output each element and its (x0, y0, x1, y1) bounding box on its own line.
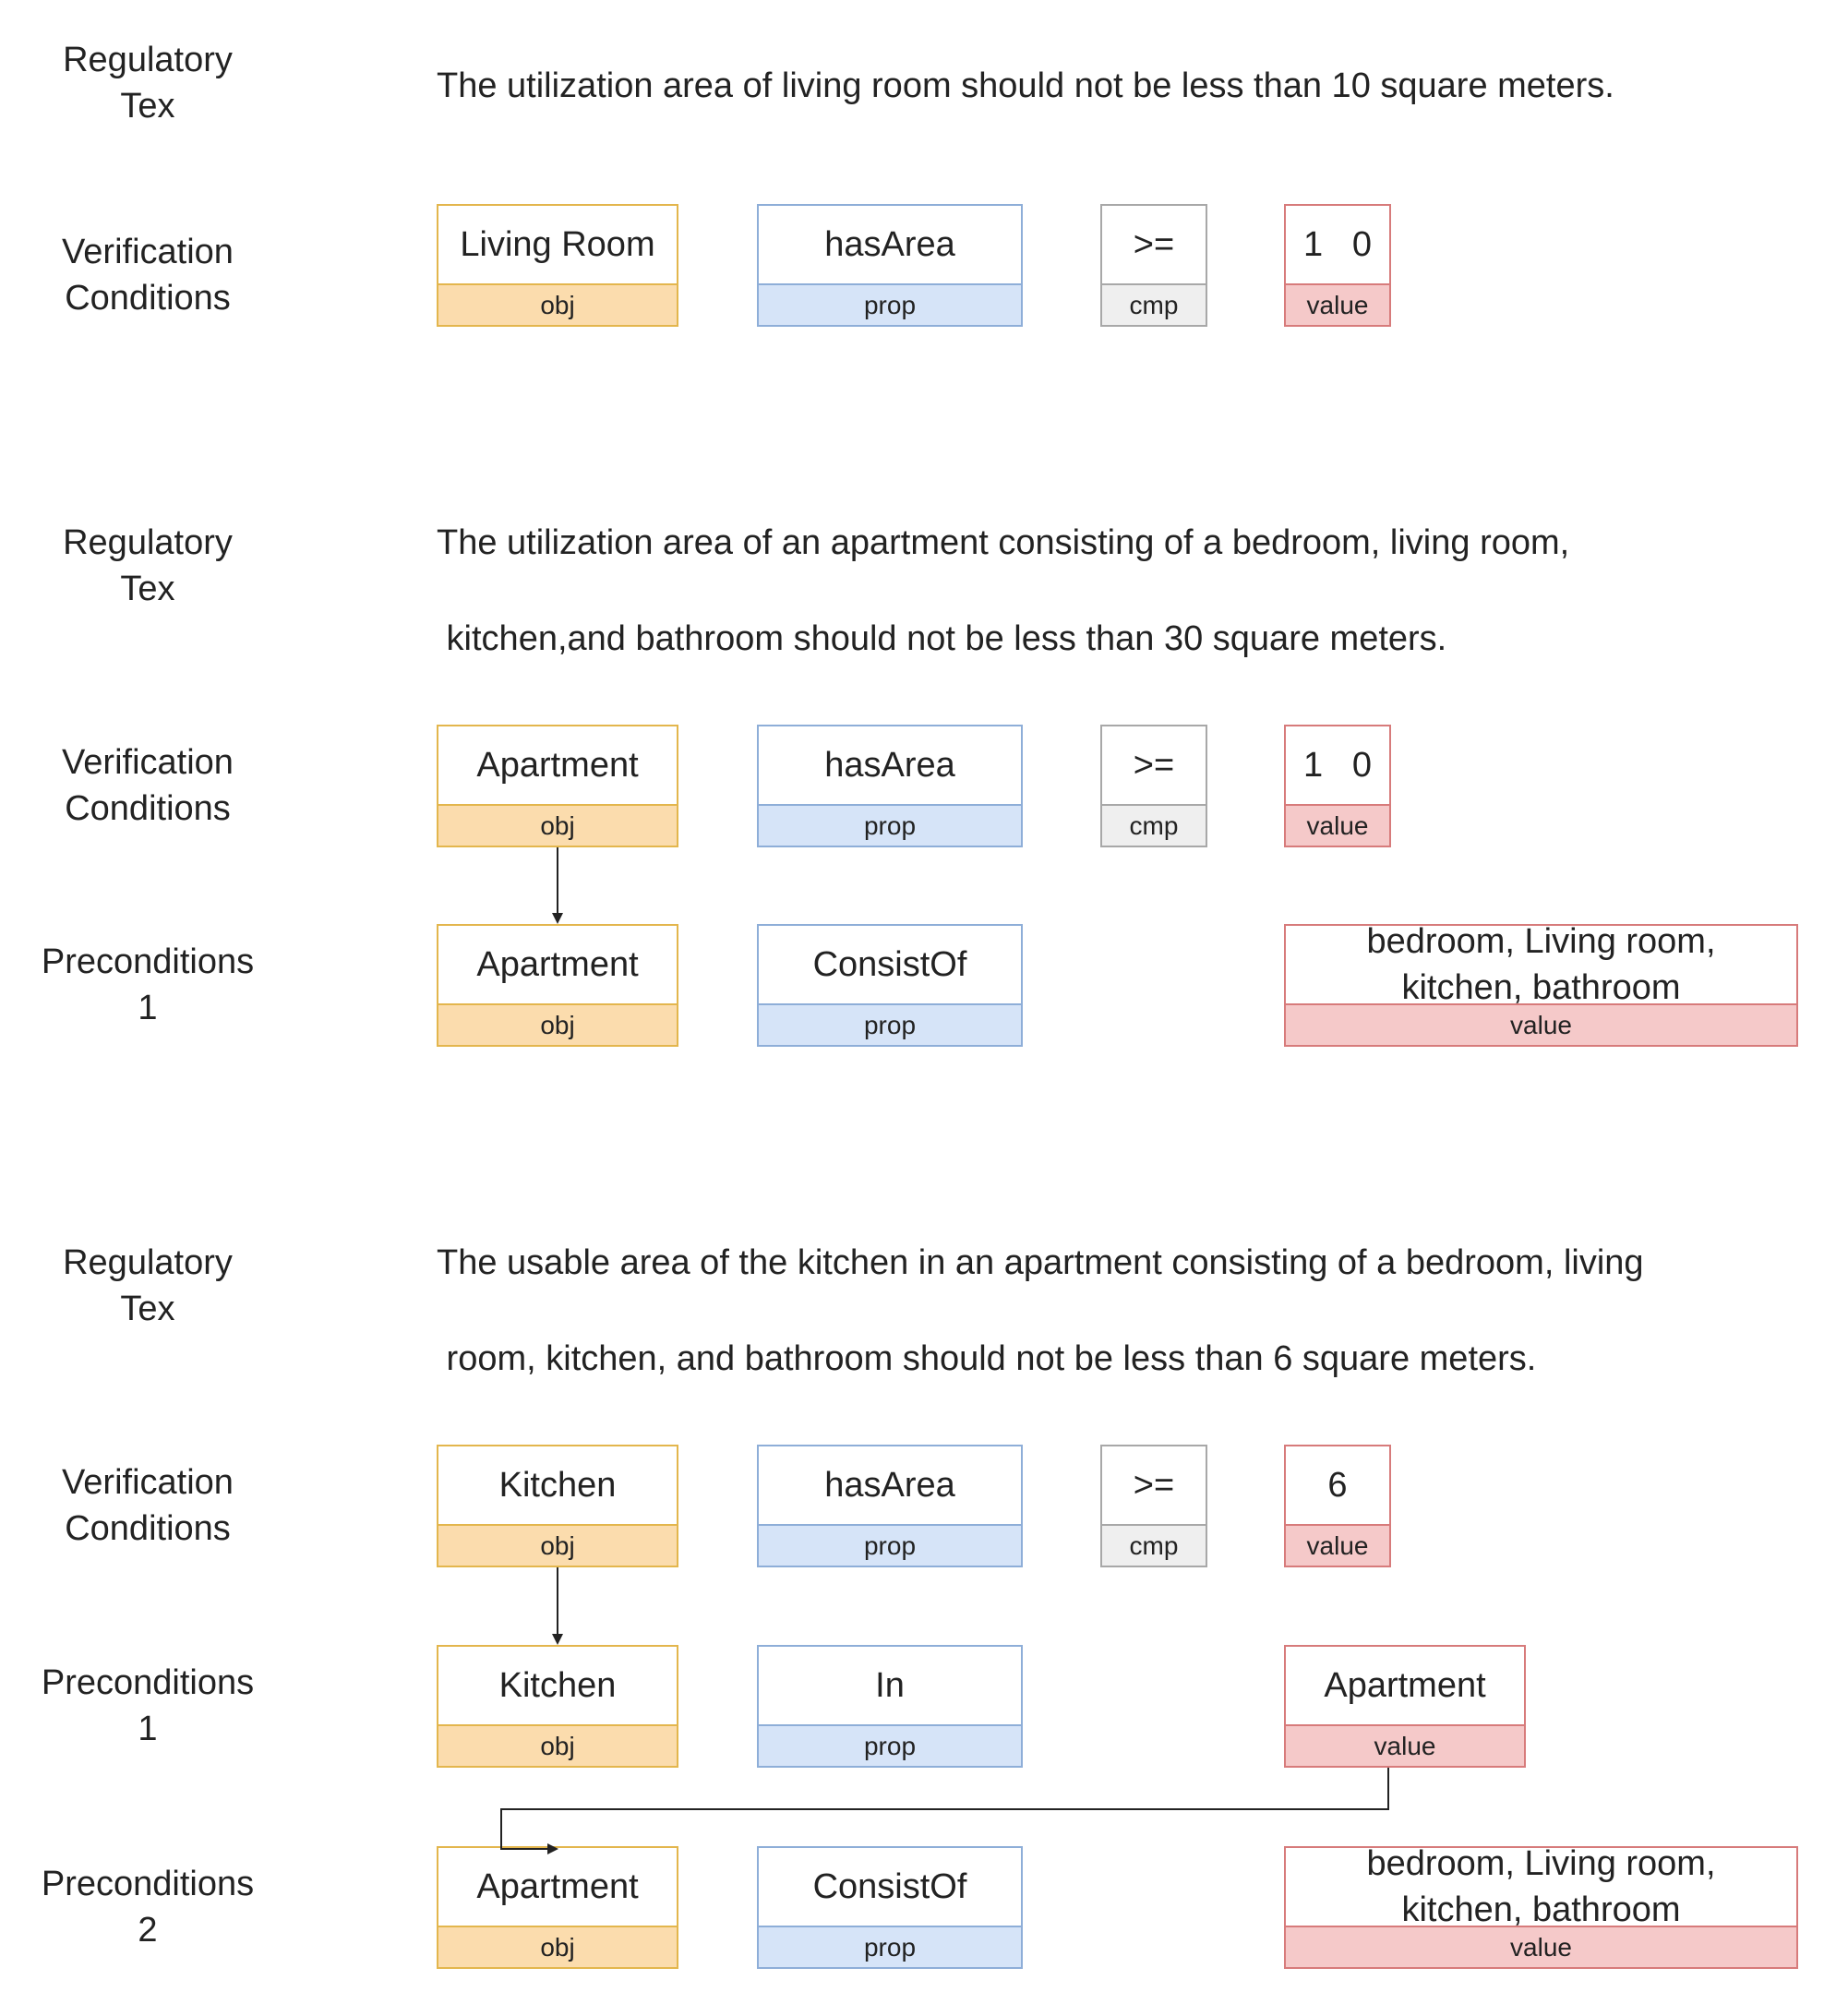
regulatory-text: The usable area of the kitchen in an apartment consisting of a bedroom, living room, kitchen, and bathroom should not be less than 6 square meters. (437, 1243, 1644, 1378)
value-box: 6 value (1284, 1445, 1391, 1567)
preconditions-label: Preconditions 2 (41, 1865, 255, 1950)
value-box: Apartment value (1284, 1645, 1526, 1768)
cmp-box: >= cmp (1100, 1445, 1207, 1567)
prop-box: hasArea prop (757, 1445, 1023, 1567)
regulatory-label: Regulatory Tex (63, 1243, 233, 1328)
value-box: bedroom, Living room, kitchen, bathroom value (1284, 924, 1798, 1047)
verification-label: Verification Conditions (62, 1463, 234, 1548)
cmp-box: >= cmp (1100, 725, 1207, 847)
preconditions-label: Preconditions 1 (41, 942, 255, 1027)
obj-box: Kitchen obj (437, 1445, 678, 1567)
regulatory-text: The utilization area of an apartment consisting of a bedroom, living room, kitchen,and bathroom should not be less than 30 square meters. (437, 523, 1570, 658)
prop-box: In prop (757, 1645, 1023, 1768)
value-box: bedroom, Living room, kitchen, bathroom value (1284, 1846, 1798, 1969)
regulatory-text: The utilization area of living room should not be less than 10 square meters. (437, 66, 1614, 105)
prop-box: hasArea prop (757, 204, 1023, 327)
prop-box: hasArea prop (757, 725, 1023, 847)
regulatory-label: Regulatory Tex (63, 41, 233, 126)
preconditions-label: Preconditions 1 (41, 1663, 255, 1748)
obj-box: Apartment obj (437, 725, 678, 847)
verification-label: Verification Conditions (62, 233, 234, 318)
verification-label: Verification Conditions (62, 743, 234, 828)
obj-box: Apartment obj (437, 924, 678, 1047)
prop-box: ConsistOf prop (757, 924, 1023, 1047)
arrow-value-to-precondition2 (501, 1768, 1388, 1849)
prop-box: ConsistOf prop (757, 1846, 1023, 1969)
value-box: 1 0 value (1284, 725, 1391, 847)
obj-box: Living Room obj (437, 204, 678, 327)
obj-box: Apartment obj (437, 1846, 678, 1969)
regulatory-label: Regulatory Tex (63, 523, 233, 608)
obj-box: Kitchen obj (437, 1645, 678, 1768)
cmp-box: >= cmp (1100, 204, 1207, 327)
value-box: 1 0 value (1284, 204, 1391, 327)
